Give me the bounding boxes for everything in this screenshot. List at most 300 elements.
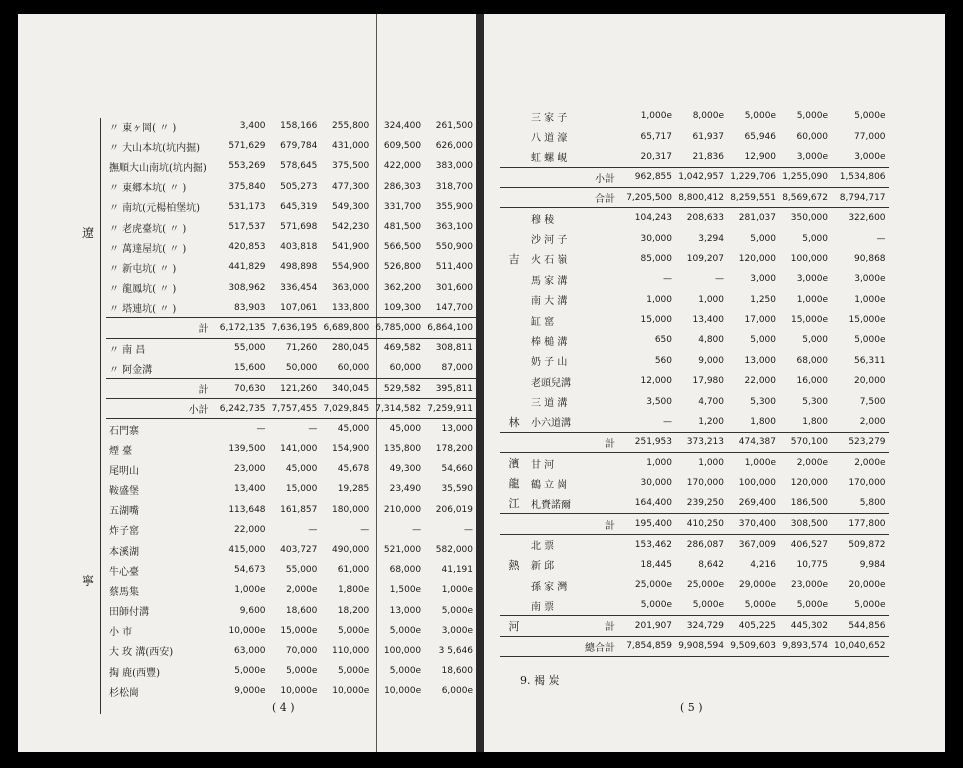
production-value: 177,800 — [831, 514, 889, 534]
production-value: 2,000e — [854, 458, 886, 469]
production-value: 5,000 — [750, 335, 776, 346]
production-value: 1,042,957 — [675, 167, 727, 187]
production-value: 41,191 — [441, 565, 473, 576]
table-row — [500, 208, 889, 228]
production-value: 54,673 — [234, 565, 266, 576]
table-row — [500, 371, 889, 391]
production-value: 153,462 — [634, 539, 672, 550]
production-value: 1,250 — [750, 294, 776, 305]
production-value: 10,775 — [796, 559, 828, 570]
production-value: 3,000e — [796, 151, 828, 162]
production-value: 120,000 — [738, 253, 776, 264]
production-value: 481,500 — [383, 222, 422, 233]
production-value: 147,700 — [435, 302, 473, 313]
production-value: 50,000 — [285, 363, 318, 374]
production-value: 962,855 — [623, 167, 675, 187]
production-value: 541,900 — [332, 242, 370, 253]
table-row — [106, 580, 476, 600]
production-value: 531,173 — [228, 201, 266, 212]
region-label-ning: 寧 — [82, 574, 95, 588]
production-value: 3,400 — [239, 121, 266, 132]
production-value: 362,200 — [383, 282, 422, 293]
production-value: 505,273 — [280, 181, 318, 192]
province-label — [500, 167, 528, 187]
mine-name: 〃 東郷本坑( 〃 ) — [109, 183, 187, 195]
production-value: 60,000 — [796, 131, 828, 142]
production-value: 20,000 — [854, 376, 886, 387]
production-value: 6,864,100 — [424, 318, 476, 338]
production-value: 154,900 — [332, 444, 370, 455]
production-value: 308,962 — [228, 282, 266, 293]
production-value: 7,636,195 — [269, 318, 321, 338]
production-value: 121,260 — [269, 378, 321, 398]
production-value: 363,100 — [435, 222, 473, 233]
production-value: 5,000e — [796, 600, 828, 611]
production-value: 5,000e — [286, 666, 318, 677]
production-value: 410,250 — [675, 514, 727, 534]
production-value: 578,645 — [280, 161, 318, 172]
mine-name: 小計 — [528, 167, 623, 187]
production-value: 15,000e — [790, 315, 828, 326]
province-label — [500, 208, 528, 228]
mine-name: 〃 東ヶ岡( 〃 ) — [109, 122, 177, 134]
table-row — [106, 439, 476, 459]
production-value: 6,689,800 — [320, 318, 372, 338]
mine-name: 缸 窰 — [531, 316, 555, 328]
production-value: 5,000 — [802, 335, 828, 346]
production-value: 10,000e — [384, 686, 422, 697]
production-value: 54,660 — [441, 464, 473, 475]
mine-name: 沙 河 子 — [531, 235, 568, 247]
mine-name: 老頭兒溝 — [531, 377, 571, 389]
production-value: 322,600 — [848, 213, 886, 224]
production-value: 71,260 — [285, 343, 318, 354]
production-value: — — [663, 416, 672, 427]
province-label — [500, 514, 528, 534]
table-row — [106, 156, 476, 176]
table-row — [500, 351, 889, 371]
production-value: — — [715, 274, 724, 285]
production-value: 18,600 — [285, 605, 318, 616]
production-value: 56,311 — [854, 355, 886, 366]
production-value: 1,534,806 — [831, 167, 889, 187]
production-value: 7,205,500 — [623, 188, 675, 208]
mine-name: 煙 臺 — [109, 445, 133, 457]
production-value: 521,000 — [383, 545, 422, 556]
production-value: 109,300 — [383, 302, 422, 313]
mine-name: 小計 — [106, 399, 217, 419]
production-value: 1,000e — [744, 458, 776, 469]
production-value: 2,000e — [286, 585, 318, 596]
production-value: 55,000 — [234, 343, 266, 354]
table-row — [500, 595, 889, 615]
production-value: 60,000 — [389, 363, 422, 374]
table-row — [106, 601, 476, 621]
production-value: 2,000 — [859, 416, 886, 427]
production-value: 8,000e — [692, 111, 724, 122]
production-value: — — [256, 424, 266, 435]
production-value: 331,700 — [383, 201, 422, 212]
production-value: 5,800 — [859, 498, 886, 509]
production-value: 403,818 — [280, 242, 318, 253]
production-value: 55,000 — [285, 565, 318, 576]
production-value: 550,900 — [435, 242, 473, 253]
mine-name: 南 票 — [531, 601, 555, 613]
production-value: 25,000e — [686, 580, 724, 591]
production-value: 8,642 — [698, 559, 724, 570]
production-value: — — [412, 524, 422, 535]
mine-name: 奶 子 山 — [531, 357, 568, 369]
production-value: 9,000e — [234, 686, 266, 697]
mine-name: 計 — [528, 514, 623, 534]
production-value: 609,500 — [383, 141, 422, 152]
production-value: 239,250 — [686, 498, 724, 509]
production-value: 1,200 — [698, 416, 724, 427]
mine-name: 〃 南 昌 — [109, 344, 146, 356]
production-value: 13,400 — [234, 484, 266, 495]
production-value: 1,000 — [698, 458, 724, 469]
province-label — [500, 391, 528, 411]
production-value: 1,000e — [441, 585, 473, 596]
production-value: 70,000 — [285, 645, 318, 656]
production-value: 17,000 — [744, 315, 776, 326]
table-row — [500, 106, 889, 126]
table-row — [106, 621, 476, 641]
production-value: 201,907 — [623, 616, 675, 636]
production-value: 20,000e — [848, 580, 886, 591]
mine-name: 〃 大山本坑(坑内掘) — [109, 142, 200, 154]
province-label — [500, 371, 528, 391]
production-value: 1,000e — [234, 585, 266, 596]
production-value: 1,800 — [802, 416, 828, 427]
production-value: 1,000e — [796, 294, 828, 305]
production-value: 554,900 — [332, 262, 370, 273]
production-value: 370,400 — [727, 514, 779, 534]
production-value: 5,000e — [389, 625, 422, 636]
production-value: 5,000e — [234, 666, 266, 677]
footnote-lignite: 9. 褐 炭 — [520, 674, 560, 687]
production-value: 22,000 — [234, 524, 266, 535]
production-value: 415,000 — [228, 545, 266, 556]
table-row — [106, 479, 476, 499]
production-value: 544,856 — [831, 616, 889, 636]
production-value: 340,045 — [320, 378, 372, 398]
production-value: 5,000e — [744, 600, 776, 611]
production-value: 549,300 — [332, 201, 370, 212]
mine-name: 大 玫 溝(西安) — [109, 647, 174, 659]
production-value: 526,800 — [383, 262, 422, 273]
production-value: 6,785,000 — [372, 318, 424, 338]
province-label: 河 — [500, 616, 528, 636]
production-value: 5,000e — [337, 625, 370, 636]
table-row — [500, 126, 889, 146]
production-value: 120,000 — [790, 478, 828, 489]
mine-name: 〃 南坑(元楊柏堡坑) — [109, 203, 200, 215]
production-value: 375,840 — [228, 181, 266, 192]
mine-name: 三 家 子 — [531, 112, 568, 124]
province-label — [500, 351, 528, 371]
left-region-rule — [100, 118, 101, 714]
production-value: 10,040,652 — [831, 636, 889, 656]
production-value: 5,000e — [744, 111, 776, 122]
production-value: 7,259,911 — [424, 399, 476, 419]
province-label — [500, 534, 528, 554]
production-value: 2,000e — [796, 458, 828, 469]
production-value: 20,317 — [640, 151, 672, 162]
province-label: 龍 — [508, 477, 520, 491]
table-row — [106, 298, 476, 318]
production-value: 6,172,135 — [217, 318, 269, 338]
production-value: 100,000 — [790, 253, 828, 264]
production-value: 308,811 — [435, 343, 473, 354]
production-value: 8,800,412 — [675, 188, 727, 208]
table-row — [106, 136, 476, 156]
production-value: 679,784 — [280, 141, 318, 152]
production-value: 261,500 — [435, 121, 473, 132]
table-row — [106, 257, 476, 277]
production-value: 60,000 — [337, 363, 370, 374]
table-row — [500, 330, 889, 350]
table-row — [500, 269, 889, 289]
mine-name: 炸子窰 — [109, 526, 139, 538]
production-value: 61,937 — [692, 131, 724, 142]
production-value: 490,000 — [332, 545, 370, 556]
table-row — [106, 338, 476, 358]
table-row — [500, 228, 889, 248]
province-label — [500, 330, 528, 350]
production-value: 509,872 — [848, 539, 886, 550]
production-value: 529,582 — [372, 378, 424, 398]
production-value: 45,000 — [389, 424, 422, 435]
mine-name: 總合計 — [528, 636, 623, 656]
production-value: 7,029,845 — [320, 399, 372, 419]
production-value: 18,600 — [441, 666, 473, 677]
mine-name: 〃 老虎臺坑( 〃 ) — [109, 223, 187, 235]
production-value: — — [308, 524, 318, 535]
production-value: 286,303 — [383, 181, 422, 192]
production-value: 523,279 — [831, 432, 889, 452]
production-value: 5,000e — [854, 335, 886, 346]
production-value: 1,000 — [646, 458, 672, 469]
table-row — [500, 310, 889, 330]
production-value: 23,000e — [790, 580, 828, 591]
production-value: 12,000 — [640, 376, 672, 387]
production-value: 6,000e — [441, 686, 473, 697]
production-value: 68,000 — [796, 355, 828, 366]
production-value: 571,698 — [280, 222, 318, 233]
production-value: 4,216 — [750, 559, 776, 570]
production-value: 9,984 — [859, 559, 886, 570]
province-label — [500, 432, 528, 452]
mine-name: 孫 家 灣 — [531, 581, 568, 593]
production-value: 5,000e — [854, 111, 886, 122]
table-row — [106, 177, 476, 197]
production-value: 85,000 — [640, 253, 672, 264]
production-value: 542,230 — [332, 222, 370, 233]
province-label: 江 — [508, 497, 520, 511]
production-value: 5,000e — [854, 600, 886, 611]
production-value: 477,300 — [332, 181, 370, 192]
production-value: 406,527 — [790, 539, 828, 550]
production-value: 65,717 — [640, 131, 672, 142]
left-production-table — [106, 116, 476, 701]
production-value: 301,600 — [435, 282, 473, 293]
production-value: 3,000e — [854, 274, 886, 285]
mine-name: 南 大 溝 — [531, 296, 568, 308]
province-label — [500, 188, 528, 208]
production-value: 9,600 — [239, 605, 266, 616]
table-row — [106, 237, 476, 257]
mine-name: 穆 稜 — [531, 214, 555, 226]
production-value: 350,000 — [790, 213, 828, 224]
table-row — [500, 249, 889, 269]
production-value: 21,836 — [692, 151, 724, 162]
production-value: 170,000 — [848, 478, 886, 489]
production-value: 3 5,646 — [438, 645, 473, 656]
mine-name: 鶴 立 崗 — [531, 479, 568, 491]
production-value: 431,000 — [332, 141, 370, 152]
mine-name: 札賚諾爾 — [531, 499, 571, 511]
production-value: 7,314,582 — [372, 399, 424, 419]
production-value: 109,207 — [686, 253, 724, 264]
production-value: 70,630 — [217, 378, 269, 398]
mine-name: 北 票 — [531, 541, 555, 553]
production-value: 210,000 — [383, 504, 422, 515]
right-production-table — [500, 106, 889, 657]
mine-name: 計 — [528, 432, 623, 452]
table-row — [106, 459, 476, 479]
production-value: 553,269 — [228, 161, 266, 172]
production-value: 4,700 — [698, 396, 724, 407]
production-value: 15,000e — [280, 625, 318, 636]
production-value: 5,000e — [692, 600, 724, 611]
province-label — [500, 575, 528, 595]
production-value: 560 — [654, 355, 672, 366]
production-value: 113,648 — [228, 504, 266, 515]
subtotal-row — [500, 616, 889, 636]
production-value: 355,900 — [435, 201, 473, 212]
subtotal-row — [500, 167, 889, 187]
production-value: 405,225 — [727, 616, 779, 636]
mine-name: 馬 家 溝 — [531, 275, 568, 287]
production-value: 110,000 — [332, 645, 370, 656]
production-value: 8,794,717 — [831, 188, 889, 208]
table-row — [106, 358, 476, 378]
table-row — [106, 540, 476, 560]
province-label — [500, 126, 528, 146]
production-value: 336,454 — [280, 282, 318, 293]
production-value: 403,727 — [280, 545, 318, 556]
table-row — [500, 555, 889, 575]
mine-name: 新 邱 — [531, 561, 555, 573]
production-value: 141,000 — [280, 444, 318, 455]
production-value: 582,000 — [435, 545, 473, 556]
right-page — [484, 14, 945, 752]
production-value: 15,000e — [848, 315, 886, 326]
production-value: 571,629 — [228, 141, 266, 152]
table-row — [106, 520, 476, 540]
production-value: 324,729 — [675, 616, 727, 636]
production-value: 45,000 — [285, 464, 318, 475]
production-value: 570,100 — [779, 432, 831, 452]
table-row — [106, 116, 476, 136]
production-value: 269,400 — [738, 498, 776, 509]
production-value: 3,294 — [698, 233, 724, 244]
production-value: — — [360, 524, 370, 535]
mine-name: 合計 — [528, 188, 623, 208]
mine-name: 杉松崗 — [109, 687, 139, 699]
production-value: 373,213 — [675, 432, 727, 452]
production-value: 104,243 — [634, 213, 672, 224]
mine-name: 本溪湖 — [109, 546, 139, 558]
production-value: 422,000 — [383, 161, 422, 172]
production-value: 158,166 — [280, 121, 318, 132]
production-value: 1,800e — [337, 585, 370, 596]
production-value: 15,600 — [234, 363, 266, 374]
production-value: 170,000 — [686, 478, 724, 489]
production-value: — — [464, 524, 473, 535]
production-value: 180,000 — [332, 504, 370, 515]
mine-name: 計 — [106, 318, 217, 338]
mine-name: 尾明山 — [109, 465, 139, 477]
production-value: 178,200 — [435, 444, 473, 455]
production-value: 441,829 — [228, 262, 266, 273]
production-value: 61,000 — [337, 565, 370, 576]
production-value: 318,700 — [435, 181, 473, 192]
table-row — [106, 419, 476, 439]
production-value: 13,000 — [744, 355, 776, 366]
production-value: 164,400 — [634, 498, 672, 509]
production-value: 45,000 — [337, 424, 370, 435]
production-value: 420,853 — [228, 242, 266, 253]
production-value: 5,000e — [640, 600, 672, 611]
production-value: 107,061 — [280, 302, 318, 313]
production-value: 45,678 — [337, 464, 370, 475]
subtotal-row — [106, 399, 476, 419]
left-page — [18, 14, 476, 752]
production-value: 30,000 — [640, 478, 672, 489]
production-value: 5,000e — [796, 111, 828, 122]
mine-name: 八 道 濠 — [531, 133, 568, 145]
table-row — [106, 197, 476, 217]
production-value: 49,300 — [389, 464, 422, 475]
production-value: 90,868 — [854, 253, 886, 264]
production-value: 23,490 — [389, 484, 422, 495]
mine-name: 火 石 嶺 — [531, 255, 568, 267]
production-value: 208,633 — [686, 213, 724, 224]
production-value: 63,000 — [234, 645, 266, 656]
mine-name: 小 市 — [109, 627, 133, 639]
production-value: — — [876, 233, 886, 244]
production-value: 1,000e — [640, 111, 672, 122]
production-value: 1,800 — [750, 416, 776, 427]
subtotal-row — [500, 514, 889, 534]
mine-name: 虹 螺 峴 — [531, 153, 568, 165]
production-value: 8,569,672 — [779, 188, 831, 208]
production-value: 281,037 — [738, 213, 776, 224]
mine-name: 〃 龍鳳坑( 〃 ) — [109, 284, 177, 296]
production-value: 12,900 — [744, 151, 776, 162]
table-row — [500, 290, 889, 310]
subtotal-row — [500, 432, 889, 452]
production-value: 186,500 — [790, 498, 828, 509]
province-label: 林 — [508, 415, 520, 429]
production-value: 3,000e — [796, 274, 828, 285]
province-label — [500, 290, 528, 310]
production-value: 645,319 — [280, 201, 318, 212]
mine-name: 石門寨 — [109, 425, 139, 437]
production-value: 251,953 — [623, 432, 675, 452]
